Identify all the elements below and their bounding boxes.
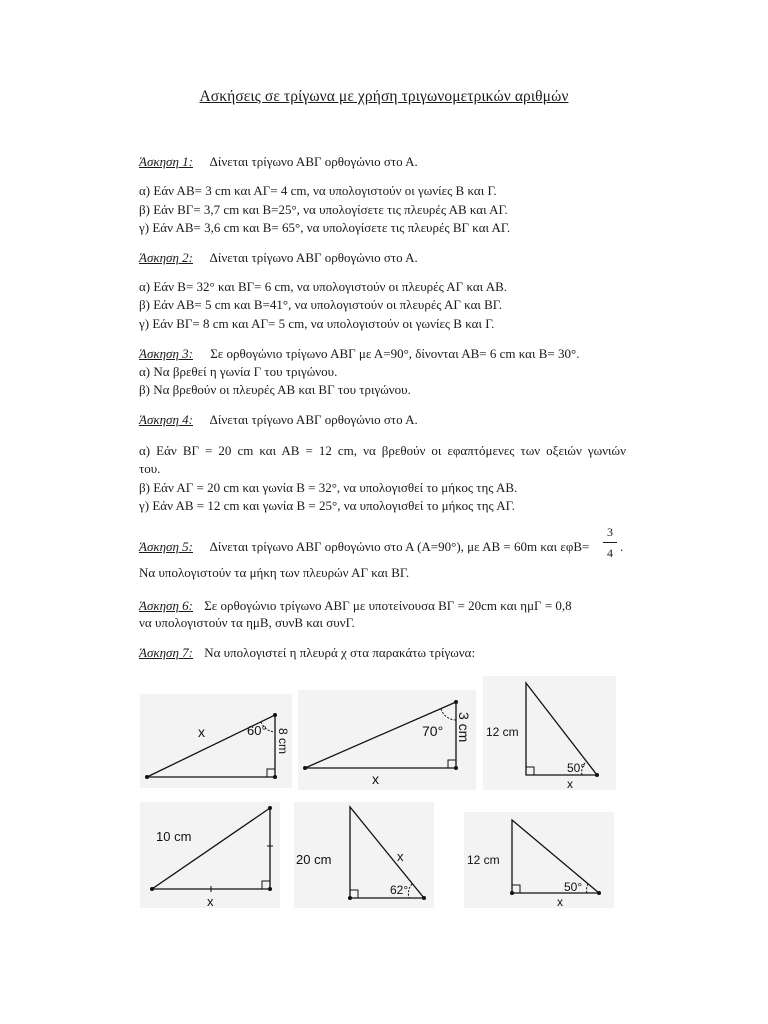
exercise-6-line-2: να υπολογιστούν τα ημΒ, συνΒ και συνΓ. bbox=[139, 615, 355, 630]
exercise-1-item-c: γ) Εάν ΑΒ= 3,6 cm και Β= 65°, να υπολογίσετε τις πλευρές ΒΓ και ΑΓ. bbox=[139, 220, 511, 235]
triangle-figure-4 bbox=[140, 802, 280, 908]
fig4-hyp-label: 10 cm bbox=[156, 829, 192, 844]
fig2-side-label: 3 cm bbox=[456, 712, 472, 743]
fig1-angle-label: 60° bbox=[247, 723, 267, 738]
exercise-5-intro: Δίνεται τρίγωνο ΑΒΓ ορθογώνιο στο Α (Α=90°), με ΑΒ = 60m και εφΒ= bbox=[209, 539, 590, 554]
exercise-6-heading bbox=[139, 598, 572, 614]
exercise-2-item-a: α) Εάν Β= 32° και ΒΓ= 6 cm, να υπολογιστούν οι πλευρές ΑΓ και ΑΒ. bbox=[139, 279, 508, 294]
exercise-7-text: Να υπολογιστεί η πλευρά χ στα παρακάτω τρίγωνα: bbox=[204, 645, 476, 660]
triangle-figure-5-drawing bbox=[294, 802, 434, 908]
fig6-angle-label: 50° bbox=[564, 880, 583, 894]
exercise-3-label: Άσκηση 3: bbox=[139, 346, 193, 361]
triangle-figure-3 bbox=[483, 676, 616, 790]
fig2-angle-label: 70° bbox=[422, 723, 444, 739]
exercise-2-heading bbox=[139, 250, 418, 266]
triangle-figure-5 bbox=[294, 802, 434, 908]
fig2-base-label: x bbox=[372, 771, 379, 787]
exercise-4-label: Άσκηση 4: bbox=[139, 412, 193, 427]
exercise-5-heading bbox=[139, 539, 589, 555]
exercise-3-item-b: β) Να βρεθούν οι πλευρές ΑΒ και ΒΓ του τριγώνου. bbox=[139, 382, 411, 397]
fig3-base-label: x bbox=[567, 777, 573, 790]
fig5-angle-label: 62° bbox=[390, 883, 409, 897]
exercise-4-item-a: α) Εάν ΒΓ = 20 cm και ΑΒ = 12 cm, να βρεθούν οι εφαπτόμενες των οξειών γωνιών bbox=[139, 443, 626, 458]
fig3-angle-label: 50° bbox=[567, 761, 586, 775]
triangle-figure-6 bbox=[464, 812, 614, 908]
exercise-3-intro: Σε ορθογώνιο τρίγωνο ΑΒΓ με Α=90°, δίνονται ΑΒ= 6 cm και Β= 30°. bbox=[210, 346, 580, 361]
fig5-hyp-label: x bbox=[397, 849, 404, 864]
fig1-side-label: 8 cm bbox=[276, 728, 290, 755]
exercise-3-heading bbox=[139, 346, 579, 362]
exercise-1-intro: Δίνεται τρίγωνο ΑΒΓ ορθογώνιο στο Α. bbox=[209, 154, 418, 169]
fig6-side-label: 12 cm bbox=[467, 853, 500, 867]
triangle-figure-4-drawing bbox=[140, 802, 280, 908]
exercise-5-period: . bbox=[620, 539, 624, 554]
exercise-7-label: Άσκηση 7: bbox=[139, 645, 193, 660]
exercise-6-label: Άσκηση 6: bbox=[139, 598, 193, 613]
exercise-2-label: Άσκηση 2: bbox=[139, 250, 193, 265]
fraction-numerator: 3 bbox=[607, 525, 613, 539]
triangle-figure-6-drawing bbox=[464, 812, 614, 908]
exercise-5-label: Άσκηση 5: bbox=[139, 539, 193, 554]
fraction-bar bbox=[603, 542, 617, 543]
exercise-3-item-a: α) Να βρεθεί η γωνία Γ του τριγώνου. bbox=[139, 364, 338, 379]
exercise-4-intro: Δίνεται τρίγωνο ΑΒΓ ορθογώνιο στο Α. bbox=[209, 412, 418, 427]
triangle-figure-2 bbox=[298, 690, 476, 790]
triangle-figure-3-drawing bbox=[483, 676, 616, 790]
exercise-5-line-2: Να υπολογιστούν τα μήκη των πλευρών ΑΓ και ΒΓ. bbox=[139, 565, 410, 580]
exercise-1-heading bbox=[139, 154, 418, 170]
exercise-1-label: Άσκηση 1: bbox=[139, 154, 193, 169]
fig4-base-label: x bbox=[207, 894, 214, 908]
exercise-1-item-b: β) Εάν ΒΓ= 3,7 cm και Β=25°, να υπολογίσετε τις πλευρές ΑΒ και ΑΓ. bbox=[139, 202, 508, 217]
exercise-7-heading bbox=[139, 645, 475, 661]
fraction-denominator: 4 bbox=[607, 546, 613, 560]
exercise-4-item-b: β) Εάν ΑΓ = 20 cm και γωνία Β = 32°, να υπολογισθεί το μήκος της ΑΒ. bbox=[139, 480, 518, 495]
exercise-1-item-a: α) Εάν ΑΒ= 3 cm και ΑΓ= 4 cm, να υπολογιστούν οι γωνίες Β και Γ. bbox=[139, 183, 497, 198]
fig6-base-label: x bbox=[557, 895, 563, 908]
exercise-4-item-a-cont: του. bbox=[139, 461, 161, 476]
exercise-2-item-c: γ) Εάν ΒΓ= 8 cm και ΑΓ= 5 cm, να υπολογιστούν οι γωνίες Β και Γ. bbox=[139, 316, 495, 331]
fig5-side-label: 20 cm bbox=[296, 852, 332, 867]
fig1-hyp-label: x bbox=[198, 724, 205, 740]
triangle-figure-1-drawing bbox=[140, 694, 292, 788]
page-title: Ασκήσεις σε τρίγωνα με χρήση τριγωνομετρικών αριθμών bbox=[199, 88, 569, 105]
exercise-4-heading bbox=[139, 412, 418, 428]
exercise-6-line-1: Σε ορθογώνιο τρίγωνο ΑΒΓ με υποτείνουσα ΒΓ = 20cm και ημΓ = 0,8 bbox=[204, 598, 572, 613]
exercise-4-item-c: γ) Εάν ΑΒ = 12 cm και γωνία Β = 25°, να υπολογισθεί το μήκος της ΑΓ. bbox=[139, 498, 515, 513]
triangle-figure-2-drawing bbox=[298, 690, 476, 790]
exercise-2-item-b: β) Εάν ΑΒ= 5 cm και Β=41°, να υπολογιστούν οι πλευρές ΑΓ και ΒΓ. bbox=[139, 297, 503, 312]
exercise-2-intro: Δίνεται τρίγωνο ΑΒΓ ορθογώνιο στο Α. bbox=[209, 250, 418, 265]
triangle-figure-1 bbox=[140, 694, 292, 788]
fig3-side-label: 12 cm bbox=[486, 725, 519, 739]
